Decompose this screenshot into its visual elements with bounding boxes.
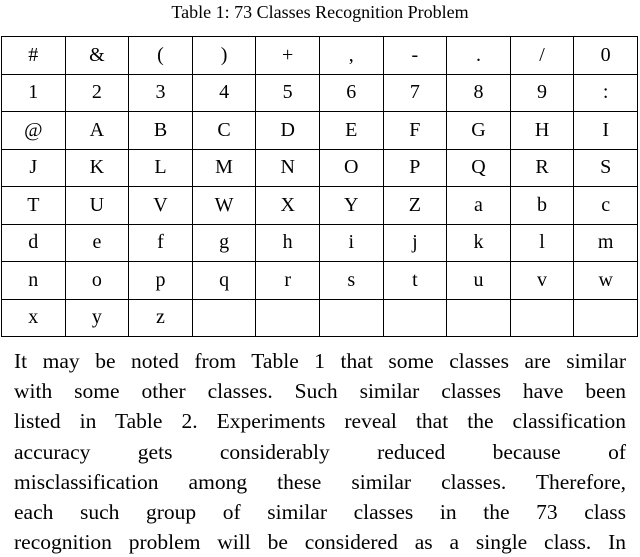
table-cell: G	[447, 112, 511, 150]
table-cell	[383, 299, 447, 337]
table-cell: 9	[510, 74, 574, 112]
table-cell: V	[129, 187, 193, 225]
table-cell: 4	[192, 74, 256, 112]
table-cell: E	[319, 112, 383, 150]
table-cell: P	[383, 149, 447, 187]
table-cell: h	[256, 224, 320, 262]
table-cell: m	[574, 224, 638, 262]
table-cell: T	[2, 187, 66, 225]
table-row	[2, 149, 638, 187]
table-cell: B	[129, 112, 193, 150]
table-cell: M	[192, 149, 256, 187]
table-cell: &	[65, 37, 129, 75]
table-row	[2, 187, 638, 225]
paragraph-line: recognition problem will be considered as a single class. In	[14, 530, 626, 555]
table-cell: /	[510, 37, 574, 75]
paragraph-line: accuracy gets considerably reduced because of	[14, 439, 626, 464]
table-cell: a	[447, 187, 511, 225]
table-cell: 6	[319, 74, 383, 112]
table-cell: A	[65, 112, 129, 150]
table-cell: t	[383, 262, 447, 300]
table-cell: b	[510, 187, 574, 225]
table-cell: C	[192, 112, 256, 150]
table-cell: Z	[383, 187, 447, 225]
table-cell	[510, 299, 574, 337]
table-cell: K	[65, 149, 129, 187]
paragraph-line: each such group of similar classes in the 73 class	[14, 500, 626, 525]
paragraph-line: It may be noted from Table 1 that some classes are similar	[14, 349, 626, 373]
table-row	[2, 224, 638, 262]
table-cell	[447, 299, 511, 337]
table-cell: -	[383, 37, 447, 75]
table-cell: )	[192, 37, 256, 75]
table-row	[2, 112, 638, 150]
body-paragraph	[14, 346, 626, 557]
table-cell	[256, 299, 320, 337]
paragraph-line: listed in Table 2. Experiments reveal that the classification	[14, 409, 626, 434]
table-cell: (	[129, 37, 193, 75]
table-row	[2, 74, 638, 112]
table-cell: c	[574, 187, 638, 225]
table-cell: Y	[319, 187, 383, 225]
table-cell: p	[129, 262, 193, 300]
table-row	[2, 37, 638, 75]
table-cell: d	[2, 224, 66, 262]
table-cell: q	[192, 262, 256, 300]
table-cell: +	[256, 37, 320, 75]
table-cell: W	[192, 187, 256, 225]
table-cell: U	[65, 187, 129, 225]
table-cell: v	[510, 262, 574, 300]
table-cell: #	[2, 37, 66, 75]
character-classes-table	[1, 36, 638, 337]
table-cell: n	[2, 262, 66, 300]
table-cell: S	[574, 149, 638, 187]
table-cell: k	[447, 224, 511, 262]
table-cell: 2	[65, 74, 129, 112]
table-cell: f	[129, 224, 193, 262]
table-cell: H	[510, 112, 574, 150]
table-cell: 1	[2, 74, 66, 112]
table-cell: z	[129, 299, 193, 337]
table-cell	[192, 299, 256, 337]
table-cell: l	[510, 224, 574, 262]
table-cell: r	[256, 262, 320, 300]
table-cell: o	[65, 262, 129, 300]
table-cell: x	[2, 299, 66, 337]
table-cell: j	[383, 224, 447, 262]
table-cell: D	[256, 112, 320, 150]
table-caption: Table 1: 73 Classes Recognition Problem	[171, 2, 469, 22]
table-cell: Q	[447, 149, 511, 187]
table-cell: y	[65, 299, 129, 337]
table-cell: g	[192, 224, 256, 262]
table-cell: e	[65, 224, 129, 262]
table-cell: L	[129, 149, 193, 187]
table-cell: w	[574, 262, 638, 300]
table-cell: .	[447, 37, 511, 75]
table-cell: I	[574, 112, 638, 150]
table-cell: :	[574, 74, 638, 112]
paragraph-line: misclassification among these similar classes. Therefore,	[14, 469, 626, 494]
table-cell: J	[2, 149, 66, 187]
paragraph-line: with some other classes. Such similar classes have been	[14, 379, 626, 404]
table-cell: ,	[319, 37, 383, 75]
table-cell: X	[256, 187, 320, 225]
table-cell: u	[447, 262, 511, 300]
table-cell: 3	[129, 74, 193, 112]
table-cell: R	[510, 149, 574, 187]
table-cell: F	[383, 112, 447, 150]
table-cell: 8	[447, 74, 511, 112]
table-cell: @	[2, 112, 66, 150]
table-cell	[574, 299, 638, 337]
table-cell: s	[319, 262, 383, 300]
table-cell: i	[319, 224, 383, 262]
table-cell: 5	[256, 74, 320, 112]
table-cell	[319, 299, 383, 337]
table-cell: 0	[574, 37, 638, 75]
table-row	[2, 262, 638, 300]
table-cell: O	[319, 149, 383, 187]
table-row	[2, 299, 638, 337]
table-cell: N	[256, 149, 320, 187]
table-cell: 7	[383, 74, 447, 112]
